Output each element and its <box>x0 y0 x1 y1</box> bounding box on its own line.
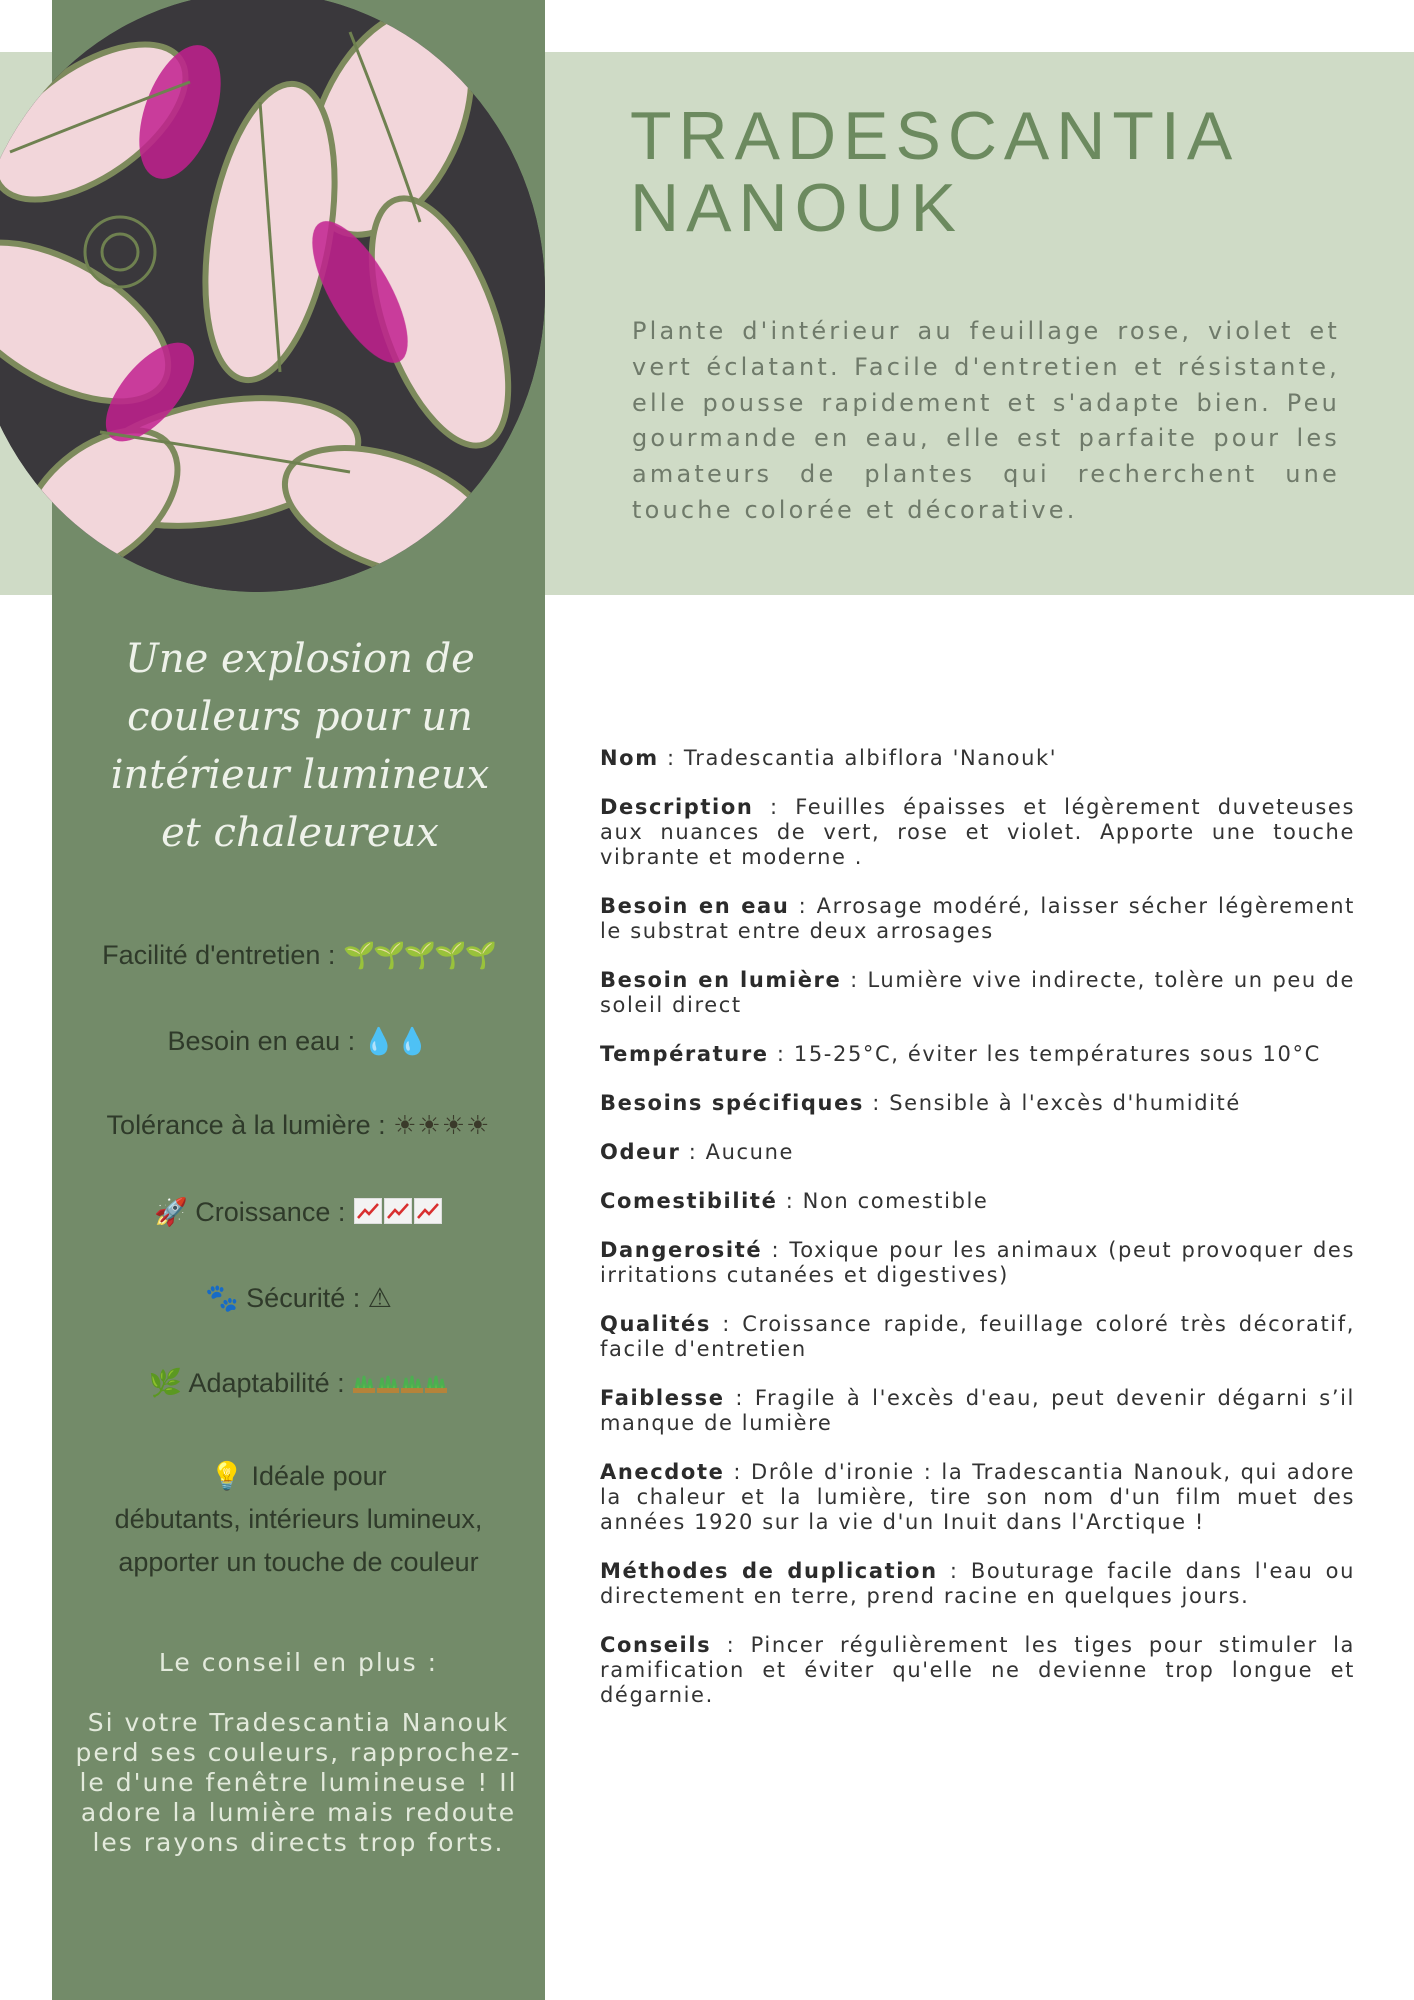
intro-text: Plante d'intérieur au feuillage rose, violet et vert éclatant. Facile d'entretien et résistante, elle pousse rapidement et s'adapte bien. Peu gourmande en eau, elle est parfaite pour les amateurs de plantes qui recherchent une touche colorée et décorative. <box>632 317 1340 524</box>
rating-adaptability <box>52 1367 545 1399</box>
fact-text: : Aucune <box>680 1140 795 1164</box>
paw-icon: 🐾 <box>205 1283 239 1314</box>
fact-text: : Tradescantia albiflora 'Nanouk' <box>658 746 1058 770</box>
fact-label: Nom <box>600 746 659 770</box>
fact-text: : Bouturage facile dans l'eau ou directement en terre, prend racine en quelques jours. <box>600 1559 1356 1608</box>
tip-text: Si votre Tradescantia Nanouk perd ses couleurs, rapprochez-le d'une fenêtre lumineuse ! Il adore la lumière mais redoute les rayons directs trop forts. <box>75 1708 522 1857</box>
rating-light <box>52 1110 545 1141</box>
rating-care-label: Facilité d'entretien : <box>102 940 336 970</box>
fact-qualities <box>600 1312 1355 1362</box>
fact-label: Conseils <box>600 1633 712 1657</box>
rating-adapt-label: Adaptabilité : <box>188 1368 345 1398</box>
fact-description <box>600 795 1355 870</box>
fact-label: Description <box>600 795 754 819</box>
sun-icon: ☀☀☀☀ <box>393 1111 491 1141</box>
fact-water <box>600 894 1355 944</box>
fact-label: Température <box>600 1042 769 1066</box>
fact-smell <box>600 1140 1355 1165</box>
sprout-icon: 🌱🌱🌱🌱🌱 <box>342 941 495 971</box>
fact-text: : Toxique pour les animaux (peut provoquer des irritations cutanées et digestives) <box>600 1238 1355 1287</box>
fact-temperature <box>600 1042 1355 1067</box>
tip-title: Le conseil en plus : <box>158 1648 439 1677</box>
fact-text: : Arrosage modéré, laisser sécher légèrement le substrat entre deux arrosages <box>600 894 1355 943</box>
ideal-for <box>52 1455 545 1584</box>
fact-text: : Non comestible <box>777 1189 989 1213</box>
page-title <box>630 100 1350 244</box>
fact-label: Dangerosité <box>600 1238 763 1262</box>
fact-tips <box>600 1633 1355 1708</box>
facts-list <box>600 746 1355 1732</box>
fact-text: : Pincer régulièrement les tiges pour stimuler la ramification et éviter qu'elle ne devienne trop longue et dégarnie. <box>600 1633 1355 1707</box>
rating-safety-label: Sécurité : <box>246 1283 361 1313</box>
fact-name <box>600 746 1355 771</box>
rating-growth <box>52 1196 545 1228</box>
fact-text: : Croissance rapide, feuillage coloré très décoratif, facile d'entretien <box>600 1312 1355 1361</box>
fact-label: Méthodes de duplication <box>600 1559 938 1583</box>
rating-water-label: Besoin en eau : <box>167 1026 356 1056</box>
rocket-icon: 🚀 <box>154 1197 188 1228</box>
fact-label: Faiblesse <box>600 1386 725 1410</box>
fact-anecdote <box>600 1460 1355 1535</box>
rating-care <box>52 940 545 971</box>
lightbulb-icon: 💡 <box>210 1461 244 1491</box>
title-line-2: NANOUK <box>630 170 963 246</box>
ideal-line-3: apporter un touche de couleur <box>118 1547 479 1577</box>
fact-weakness <box>600 1386 1355 1436</box>
fact-text: : Lumière vive indirecte, tolère un peu de soleil direct <box>600 968 1355 1017</box>
fact-light <box>600 968 1355 1018</box>
fact-label: Besoin en lumière <box>600 968 842 992</box>
ideal-line-2: débutants, intérieurs lumineux, <box>114 1504 483 1534</box>
ideal-line-1: Idéale pour <box>251 1461 387 1491</box>
grass-icon <box>352 1368 448 1398</box>
fact-edibility <box>600 1189 1355 1214</box>
herb-icon: 🌿 <box>148 1368 183 1399</box>
fact-text: : Sensible à l'excès d'humidité <box>864 1091 1241 1115</box>
fact-text: : Fragile à l'excès d'eau, peut devenir dégarni s’il manque de lumière <box>600 1386 1355 1435</box>
rating-growth-label: Croissance : <box>195 1197 346 1227</box>
chart-up-icon <box>353 1197 443 1227</box>
fact-label: Besoins spécifiques <box>600 1091 865 1115</box>
rating-safety <box>52 1282 545 1314</box>
fact-text: : 15-25°C, éviter les températures sous 10°C <box>768 1042 1321 1066</box>
warning-icon: ⚠ <box>367 1283 392 1314</box>
fact-propagation <box>600 1559 1355 1609</box>
rating-water <box>52 1026 545 1057</box>
fact-danger <box>600 1238 1355 1288</box>
fact-label: Qualités <box>600 1312 711 1336</box>
fact-label: Besoin en eau <box>600 894 790 918</box>
fact-specific-needs <box>600 1091 1355 1116</box>
fact-label: Odeur <box>600 1140 681 1164</box>
fact-text: : Drôle d'ironie : la Tradescantia Nanouk, qui adore la chaleur et la lumière, tire son nom d'un film muet des années 1920 sur la vie d'un Inuit dans l'Arctique ! <box>600 1460 1355 1534</box>
droplet-icon: 💧💧 <box>362 1027 430 1057</box>
fact-label: Comestibilité <box>600 1189 778 1213</box>
fact-label: Anecdote <box>600 1460 725 1484</box>
title-line-1: TRADESCANTIA <box>630 98 1240 174</box>
tagline: Une explosion de couleurs pour un intérieur lumineux et chaleureux <box>110 636 490 856</box>
fact-text: : Feuilles épaisses et légèrement duveteuses aux nuances de vert, rose et violet. Apporte une touche vibrante et moderne . <box>600 795 1355 869</box>
rating-light-label: Tolérance à la lumière : <box>106 1110 386 1140</box>
